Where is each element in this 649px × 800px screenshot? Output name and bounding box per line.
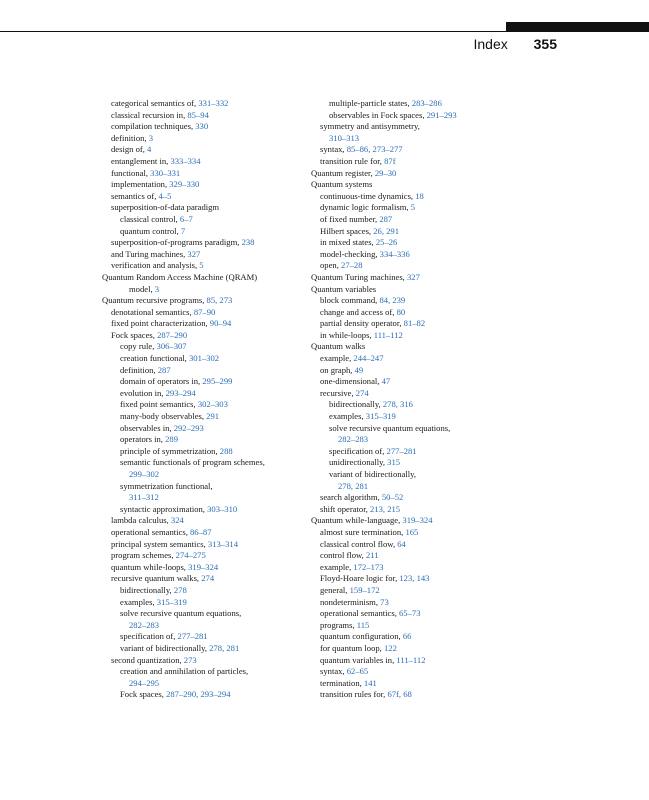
index-term: specification of, xyxy=(120,631,178,642)
index-entry xyxy=(102,631,302,643)
index-entry xyxy=(102,376,302,388)
index-entry xyxy=(102,284,302,296)
index-term: categorical semantics of, xyxy=(111,98,199,108)
page-reference-link[interactable]: 64 xyxy=(397,538,406,549)
page-reference-link[interactable]: 244–247 xyxy=(353,353,384,364)
index-term: program schemes, xyxy=(111,550,176,561)
index-term: syntax, xyxy=(320,666,347,677)
page-reference-link[interactable]: 278 xyxy=(173,584,187,595)
index-term: copy rule, xyxy=(120,341,157,352)
index-term: solve recursive quantum equations, xyxy=(329,422,451,433)
index-term: transition rules for, xyxy=(320,689,388,700)
page-reference-link[interactable]: 26, 291 xyxy=(373,225,399,236)
page-reference-link[interactable]: 159–172 xyxy=(349,584,380,595)
index-term: definition, xyxy=(111,132,149,143)
page-reference-link[interactable]: 7 xyxy=(180,225,186,236)
page-reference-link[interactable]: 3 xyxy=(148,132,154,143)
index-entry xyxy=(311,399,549,411)
header-label: Index xyxy=(473,36,508,52)
index-entry xyxy=(311,144,549,156)
page-reference-link[interactable]: 238 xyxy=(241,237,255,248)
index-entry xyxy=(102,330,302,342)
index-entry xyxy=(311,573,549,585)
index-entry xyxy=(311,388,549,400)
index-entry xyxy=(102,515,302,527)
index-term: control flow, xyxy=(320,550,366,561)
index-term: example, xyxy=(320,561,354,572)
index-term: open, xyxy=(320,260,342,271)
index-entry xyxy=(102,98,302,110)
index-entry xyxy=(311,365,549,377)
page-reference-link[interactable]: 310–313 xyxy=(329,132,360,143)
page-reference-link[interactable]: 274 xyxy=(355,387,369,398)
page-reference-link[interactable]: 85, 273 xyxy=(206,295,233,306)
page-reference-link[interactable]: 87f xyxy=(384,155,396,166)
page-reference-link[interactable]: 294–295 xyxy=(129,677,160,688)
page-reference-link[interactable]: 301–302 xyxy=(188,353,220,364)
index-entry xyxy=(102,295,302,307)
index-term: on graph, xyxy=(320,364,355,375)
page-reference-link[interactable]: 303–310 xyxy=(207,503,238,514)
page-reference-link[interactable]: 4 xyxy=(147,144,152,155)
page-reference-link[interactable]: 274 xyxy=(201,573,215,584)
index-entry xyxy=(311,539,549,551)
index-term: in while-loops, xyxy=(320,329,374,340)
page-reference-link[interactable]: 287–290 xyxy=(157,329,188,340)
index-term: Quantum while-language, xyxy=(311,515,403,526)
index-entry xyxy=(311,202,549,214)
index-term: almost sure termination, xyxy=(320,526,406,537)
index-entry xyxy=(311,411,549,423)
index-entry xyxy=(311,562,549,574)
index-entry xyxy=(311,631,549,643)
page-reference-link[interactable]: 277–281 xyxy=(177,631,208,642)
page-reference-link[interactable]: 25–26 xyxy=(375,237,398,248)
index-term: superposition-of-data paradigm xyxy=(111,202,220,213)
index-entry xyxy=(311,376,549,388)
index-term: operational semantics, xyxy=(320,608,399,619)
page-reference-link[interactable]: 111–112 xyxy=(396,654,426,665)
index-term: termination, xyxy=(320,677,364,688)
index-term: evolution in, xyxy=(120,387,166,398)
index-term: general, xyxy=(320,584,350,595)
page-reference-link[interactable]: 327 xyxy=(406,271,420,282)
index-term: design of, xyxy=(111,144,148,155)
index-entry xyxy=(102,237,302,249)
index-term: classical control, xyxy=(120,213,180,224)
page-reference-link[interactable]: 278, 281 xyxy=(338,480,369,491)
page-number: 355 xyxy=(533,36,557,52)
index-term: shift operator, xyxy=(320,503,371,514)
index-entry xyxy=(102,156,302,168)
page-reference-link[interactable]: 27–28 xyxy=(341,260,363,271)
index-term: many-body observables, xyxy=(120,411,207,422)
page-reference-link[interactable]: 5 xyxy=(410,202,415,213)
index-term: compilation techniques, xyxy=(111,121,196,132)
index-entry xyxy=(311,307,549,319)
index-term: domain of operators in, xyxy=(120,376,203,387)
index-term: classical control flow, xyxy=(320,538,398,549)
index-term: recursive, xyxy=(320,387,356,398)
index-entry xyxy=(311,121,549,133)
page-reference-link[interactable]: 123, 143 xyxy=(399,573,430,584)
page-reference-link[interactable]: 62–65 xyxy=(346,666,369,677)
page-reference-link[interactable]: 327 xyxy=(187,248,201,259)
index-term: nondeterminism, xyxy=(320,596,381,607)
index-entry xyxy=(102,202,302,214)
index-entry xyxy=(102,562,302,574)
index-entry xyxy=(311,341,549,353)
index-entry xyxy=(311,237,549,249)
page-reference-link[interactable]: 211 xyxy=(365,550,379,561)
page-reference-link[interactable]: 291 xyxy=(206,411,220,422)
index-entry xyxy=(102,423,302,435)
index-term: Quantum walks xyxy=(311,341,366,352)
page-reference-link[interactable]: 315–319 xyxy=(156,596,187,607)
page-reference-link[interactable]: 172–173 xyxy=(353,561,384,572)
page-reference-link[interactable]: 73 xyxy=(380,596,389,607)
page-reference-link[interactable]: 292–293 xyxy=(173,422,204,433)
index-entry xyxy=(102,411,302,423)
index-term: recursive quantum walks, xyxy=(111,573,202,584)
index-entry xyxy=(311,191,549,203)
page-reference-link[interactable]: 277–281 xyxy=(386,445,417,456)
page-reference-link[interactable]: 282–283 xyxy=(338,434,369,445)
page-reference-link[interactable]: 6–7 xyxy=(179,213,193,224)
index-term: syntactic approximation, xyxy=(120,503,208,514)
index-term: definition, xyxy=(120,364,158,375)
index-entry xyxy=(102,341,302,353)
index-entry xyxy=(311,98,549,110)
index-term: model-checking, xyxy=(320,248,380,259)
page-reference-link[interactable]: 319–324 xyxy=(402,515,433,526)
index-term: example, xyxy=(320,353,354,364)
page-reference-link[interactable]: 18 xyxy=(415,190,424,201)
index-entry xyxy=(311,284,549,296)
index-entry xyxy=(102,539,302,551)
index-entry xyxy=(102,399,302,411)
index-column-right xyxy=(311,98,549,701)
index-term: solve recursive quantum equations, xyxy=(120,608,242,619)
index-term: examples, xyxy=(120,596,157,607)
page-reference-link[interactable]: 311–312 xyxy=(129,492,159,503)
index-entry xyxy=(311,260,549,272)
index-term: denotational semantics, xyxy=(111,306,194,317)
index-entry xyxy=(311,457,549,469)
index-term: implementation, xyxy=(111,179,170,190)
index-term: symmetrization functional, xyxy=(120,480,213,491)
index-term: variant of bidirectionally, xyxy=(329,469,417,479)
index-term: second quantization, xyxy=(111,654,184,665)
page-reference-link[interactable]: 331–332 xyxy=(198,98,229,108)
index-term: bidirectionally, xyxy=(329,399,383,410)
index-term: bidirectionally, xyxy=(120,584,174,595)
index-entry xyxy=(102,272,302,284)
index-term: unidirectionally, xyxy=(329,457,388,468)
index-entry xyxy=(102,365,302,377)
page-reference-link[interactable]: 87–90 xyxy=(193,306,216,317)
index-term: quantum control, xyxy=(120,225,181,236)
index-term: functional, xyxy=(111,167,151,178)
index-entry xyxy=(102,608,302,620)
page-reference-link[interactable]: 278, 281 xyxy=(209,642,240,653)
index-entry xyxy=(311,515,549,527)
index-entry xyxy=(102,550,302,562)
index-term: block command, xyxy=(320,295,380,306)
index-term: superposition-of-programs paradigm, xyxy=(111,237,242,248)
page-reference-link[interactable]: 122 xyxy=(383,642,397,653)
index-term: semantic functionals of program schemes, xyxy=(120,457,265,468)
page-reference-link[interactable]: 302–303 xyxy=(197,399,228,410)
page-reference-link[interactable]: 29–30 xyxy=(374,167,397,178)
index-entry xyxy=(102,249,302,261)
page-reference-link[interactable]: 293–294 xyxy=(165,387,196,398)
index-term: fixed point semantics, xyxy=(120,399,198,410)
index-term: semantics of, xyxy=(111,190,159,201)
page-reference-link[interactable]: 86–87 xyxy=(190,526,212,537)
index-term: Quantum Turing machines, xyxy=(311,271,407,282)
index-entry xyxy=(311,423,549,435)
index-term: Floyd-Hoare logic for, xyxy=(320,573,400,584)
index-entry xyxy=(102,643,302,655)
index-entry xyxy=(102,446,302,458)
index-term: continuous-time dynamics, xyxy=(320,190,416,201)
index-term: operators in, xyxy=(120,434,166,445)
index-entry xyxy=(311,446,549,458)
page-reference-link[interactable]: 66 xyxy=(402,631,412,642)
index-entry xyxy=(102,214,302,226)
page-reference-link[interactable]: 330–331 xyxy=(150,167,181,178)
page-reference-link[interactable]: 49 xyxy=(354,364,364,375)
index-term: specification of, xyxy=(329,445,387,456)
index-term: Fock spaces, xyxy=(120,689,167,700)
index-entry xyxy=(102,573,302,585)
page-reference-link[interactable]: 5 xyxy=(199,260,204,271)
index-column-left xyxy=(102,98,302,701)
index-entry xyxy=(102,527,302,539)
page-reference-link[interactable]: 67f, 68 xyxy=(387,689,412,700)
index-entry xyxy=(311,655,549,667)
index-term: programs, xyxy=(320,619,357,630)
page-reference-link[interactable]: 4–5 xyxy=(158,190,172,201)
index-entry xyxy=(311,353,549,365)
page-reference-link[interactable]: 287 xyxy=(379,213,393,224)
page-reference-link[interactable]: 90–94 xyxy=(209,318,232,329)
index-entry xyxy=(102,110,302,122)
index-entry xyxy=(102,457,302,469)
index-entry xyxy=(311,330,549,342)
index-entry xyxy=(102,121,302,133)
page-reference-link[interactable]: 333–334 xyxy=(170,155,201,166)
index-entry xyxy=(311,226,549,238)
index-term: operational semantics, xyxy=(111,526,190,537)
index-term: for quantum loop, xyxy=(320,642,384,653)
page-reference-link[interactable]: 47 xyxy=(381,376,391,387)
index-term: lambda calculus, xyxy=(111,515,171,526)
index-entry xyxy=(311,295,549,307)
index-entry xyxy=(102,353,302,365)
running-header xyxy=(474,36,558,52)
index-entry xyxy=(311,469,549,481)
index-entry xyxy=(311,481,549,493)
page-reference-link[interactable]: 324 xyxy=(170,515,184,526)
index-entry xyxy=(102,492,302,504)
index-entry xyxy=(102,388,302,400)
index-term: one-dimensional, xyxy=(320,376,382,387)
index-entry xyxy=(311,608,549,620)
index-term: multiple-particle states, xyxy=(329,98,412,108)
index-term: Quantum Random Access Machine (QRAM) xyxy=(102,271,258,282)
index-entry xyxy=(102,260,302,272)
index-term: dynamic logic formalism, xyxy=(320,202,411,213)
index-term: and Turing machines, xyxy=(111,248,188,259)
page-reference-link[interactable]: 165 xyxy=(405,526,419,537)
index-entry xyxy=(311,597,549,609)
index-entry xyxy=(102,133,302,145)
index-entry xyxy=(102,168,302,180)
page-reference-link[interactable]: 334–336 xyxy=(379,248,410,259)
index-term: creation functional, xyxy=(120,353,189,364)
page-reference-link[interactable]: 313–314 xyxy=(207,538,238,549)
index-entry xyxy=(102,226,302,238)
page-reference-link[interactable]: 273 xyxy=(183,654,197,665)
index-entry xyxy=(311,110,549,122)
page-reference-link[interactable]: 50–52 xyxy=(381,492,404,503)
page-reference-link[interactable]: 111–112 xyxy=(373,329,403,340)
index-entry xyxy=(102,666,302,678)
page-reference-link[interactable]: 291–293 xyxy=(426,109,457,120)
index-entry xyxy=(311,133,549,145)
index-entry xyxy=(311,527,549,539)
index-entry xyxy=(102,144,302,156)
index-entry xyxy=(102,481,302,493)
header-rule xyxy=(0,31,649,32)
index-term: verification and analysis, xyxy=(111,260,200,271)
page-reference-link[interactable]: 295–299 xyxy=(202,376,233,387)
index-term: creation and annihilation of particles, xyxy=(120,666,249,677)
index-term: Quantum variables xyxy=(311,283,377,294)
index-term: search algorithm, xyxy=(320,492,382,503)
index-term: quantum variables in, xyxy=(320,654,397,665)
index-term: model, xyxy=(129,283,155,294)
index-term: entanglement in, xyxy=(111,155,171,166)
index-term: Quantum register, xyxy=(311,167,375,178)
index-entry xyxy=(311,156,549,168)
index-entry xyxy=(311,272,549,284)
page-reference-link[interactable]: 288 xyxy=(219,445,233,456)
page-reference-link[interactable]: 306–307 xyxy=(156,341,187,352)
index-term: classical recursion in, xyxy=(111,109,188,120)
index-entry xyxy=(311,678,549,690)
index-entry xyxy=(311,620,549,632)
index-term: change and access of, xyxy=(320,306,397,317)
index-term: partial density operator, xyxy=(320,318,404,329)
index-term: observables in Fock spaces, xyxy=(329,109,427,120)
index-term: Quantum recursive programs, xyxy=(102,295,207,306)
page-reference-link[interactable]: 85–94 xyxy=(187,109,209,120)
index-term: examples, xyxy=(329,411,366,422)
index-entry xyxy=(102,191,302,203)
page-reference-link[interactable]: 315 xyxy=(387,457,401,468)
index-entry xyxy=(311,643,549,655)
index-entry xyxy=(311,168,549,180)
page-reference-link[interactable]: 283–286 xyxy=(411,98,442,108)
index-entry xyxy=(102,307,302,319)
index-entry xyxy=(102,434,302,446)
index-entry xyxy=(102,504,302,516)
page-reference-link[interactable]: 299–302 xyxy=(129,469,160,479)
index-term: fixed point characterization, xyxy=(111,318,210,329)
index-term: symmetry and antisymmetry, xyxy=(320,121,420,132)
index-entry xyxy=(102,678,302,690)
index-term: syntax, xyxy=(320,144,347,155)
index-entry xyxy=(102,689,302,701)
page-reference-link[interactable]: 115 xyxy=(356,619,370,630)
index-term: Quantum systems xyxy=(311,179,373,190)
index-entry xyxy=(102,179,302,191)
page-reference-link[interactable]: 85–86, 273–277 xyxy=(346,144,403,155)
page-reference-link[interactable]: 278, 316 xyxy=(382,399,413,410)
index-term: principle of symmetrization, xyxy=(120,445,220,456)
index-term: in mixed states, xyxy=(320,237,376,248)
page-reference-link[interactable]: 315–319 xyxy=(365,411,396,422)
index-term: observables in, xyxy=(120,422,174,433)
index-term: Fock spaces, xyxy=(111,329,158,340)
page-reference-link[interactable]: 213, 215 xyxy=(370,503,401,514)
index-entry xyxy=(311,179,549,191)
page-reference-link[interactable]: 274–275 xyxy=(175,550,206,561)
page-reference-link[interactable]: 81–82 xyxy=(403,318,426,329)
page-reference-link[interactable]: 319–324 xyxy=(188,561,219,572)
page-reference-link[interactable]: 282–283 xyxy=(129,619,160,630)
index-term: variant of bidirectionally, xyxy=(120,642,210,653)
index-entry xyxy=(102,620,302,632)
index-term: quantum configuration, xyxy=(320,631,403,642)
page-reference-link[interactable]: 65–73 xyxy=(399,608,421,619)
page-reference-link[interactable]: 3 xyxy=(154,283,160,294)
index-entry xyxy=(102,318,302,330)
index-entry xyxy=(102,655,302,667)
index-entry xyxy=(311,249,549,261)
page-reference-link[interactable]: 287–290, 293–294 xyxy=(166,689,231,700)
index-entry xyxy=(311,318,549,330)
index-term: principal system semantics, xyxy=(111,538,208,549)
index-term: transition rule for, xyxy=(320,155,385,166)
index-entry xyxy=(311,504,549,516)
index-entry xyxy=(102,597,302,609)
index-entry xyxy=(311,689,549,701)
index-entry xyxy=(311,550,549,562)
index-entry xyxy=(102,585,302,597)
index-entry xyxy=(311,492,549,504)
index-entry xyxy=(102,469,302,481)
index-entry xyxy=(311,434,549,446)
page-reference-link[interactable]: 84, 239 xyxy=(379,295,406,306)
index-term: quantum while-loops, xyxy=(111,561,189,572)
index-entry xyxy=(311,666,549,678)
page-reference-link[interactable]: 330 xyxy=(195,121,209,132)
index-entry xyxy=(311,214,549,226)
index-term: Hilbert spaces, xyxy=(320,225,374,236)
index-term: of fixed number, xyxy=(320,213,380,224)
page-reference-link[interactable]: 287 xyxy=(157,364,171,375)
page-reference-link[interactable]: 141 xyxy=(363,677,377,688)
page-reference-link[interactable]: 80 xyxy=(396,306,406,317)
page-reference-link[interactable]: 289 xyxy=(165,434,178,445)
page-reference-link[interactable]: 329–330 xyxy=(169,179,200,190)
index-entry xyxy=(311,585,549,597)
